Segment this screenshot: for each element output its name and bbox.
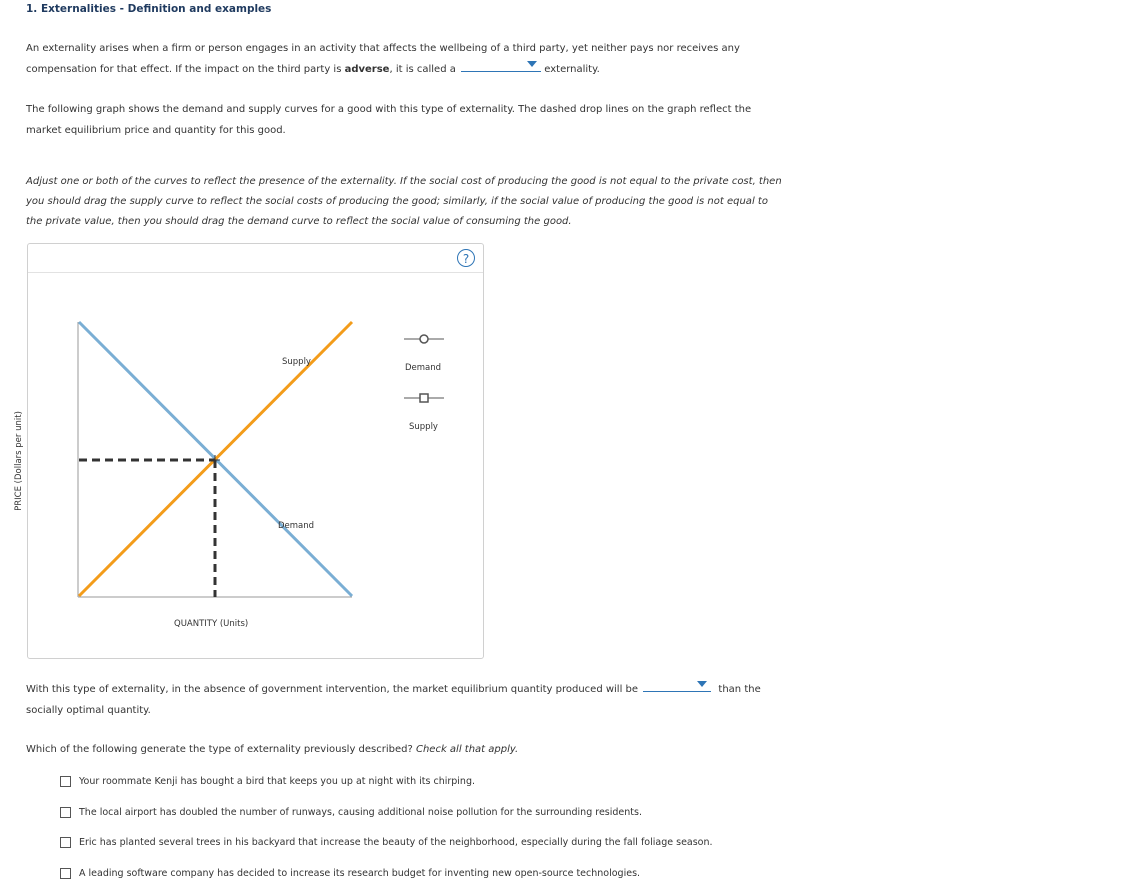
question-3-prompt-text: Which of the following generate the type of externality previously described? bbox=[26, 744, 416, 755]
option-4-label: A leading software company has decided to increase its research budget for inventing new open-source technologies. bbox=[79, 868, 641, 879]
option-4[interactable] bbox=[60, 868, 640, 886]
help-icon[interactable]: ? bbox=[457, 249, 475, 267]
graph-intro-line-2: market equilibrium price and quantity for this good. bbox=[26, 125, 286, 136]
question-2-before: With this type of externality, in the absence of government intervention, the market equilibrium quantity produced will be bbox=[26, 684, 639, 695]
instructions-line-1: Adjust one or both of the curves to reflect the presence of the externality. If the social cost of producing the good is not equal to the private cost, then bbox=[26, 176, 782, 187]
checkbox-4[interactable] bbox=[60, 868, 71, 879]
checkbox-1[interactable] bbox=[60, 776, 71, 787]
supply-curve-label: Supply bbox=[282, 357, 311, 367]
option-3[interactable] bbox=[60, 837, 713, 855]
question-2-line-2: socially optimal quantity. bbox=[26, 705, 151, 716]
option-3-label: Eric has planted several trees in his backyard that increase the beauty of the neighborhood, especially during the fall foliage season. bbox=[79, 837, 713, 848]
x-axis-label: QUANTITY (Units) bbox=[174, 619, 249, 629]
intro-line-1: An externality arises when a firm or person engages in an activity that affects the wellbeing of a third party, yet neither pays nor receives any bbox=[26, 43, 740, 54]
graph-intro-line-1: The following graph shows the demand and supply curves for a good with this type of externality. The dashed drop lines on the graph reflect the bbox=[26, 104, 752, 115]
intro-line-2-end: externality. bbox=[544, 64, 600, 75]
intro-line-2-after: , it is called a bbox=[389, 64, 456, 75]
checkbox-2[interactable] bbox=[60, 807, 71, 818]
question-3-prompt bbox=[26, 739, 518, 760]
section-title: 1. Externalities - Definition and examples bbox=[26, 3, 272, 15]
legend-supply-square-icon[interactable] bbox=[420, 394, 428, 402]
checkbox-3[interactable] bbox=[60, 837, 71, 848]
legend-demand-circle-icon[interactable] bbox=[420, 335, 428, 343]
instructions-line-2: you should drag the supply curve to reflect the social costs of producing the good; similarly, if the social value of producing the good is not equal to bbox=[26, 196, 768, 207]
option-2[interactable] bbox=[60, 807, 642, 825]
question-2 bbox=[26, 679, 761, 721]
intro-line-2-before: compensation for that effect. If the impact on the third party is bbox=[26, 64, 345, 75]
adverse-bold: adverse bbox=[344, 64, 390, 75]
option-1-label: Your roommate Kenji has bought a bird that keeps you up at night with its chirping. bbox=[79, 776, 476, 787]
y-axis-label: PRICE (Dollars per unit) bbox=[14, 411, 24, 511]
option-2-label: The local airport has doubled the number of runways, causing additional noise pollution for the surrounding residents. bbox=[79, 807, 642, 818]
question-2-after: than the bbox=[718, 684, 761, 695]
option-1[interactable] bbox=[60, 776, 475, 794]
demand-curve-label: Demand bbox=[278, 521, 315, 531]
legend-demand-label: Demand bbox=[405, 363, 442, 373]
legend-supply-label: Supply bbox=[409, 422, 438, 432]
quantity-comparison-dropdown[interactable] bbox=[643, 679, 711, 692]
question-3-prompt-italic: Check all that apply. bbox=[415, 744, 519, 755]
question-2-line-1 bbox=[26, 679, 761, 700]
chevron-down-icon bbox=[697, 681, 707, 687]
instructions-line-3: the private value, then you should drag the demand curve to reflect the social value of consuming the good. bbox=[26, 216, 572, 227]
